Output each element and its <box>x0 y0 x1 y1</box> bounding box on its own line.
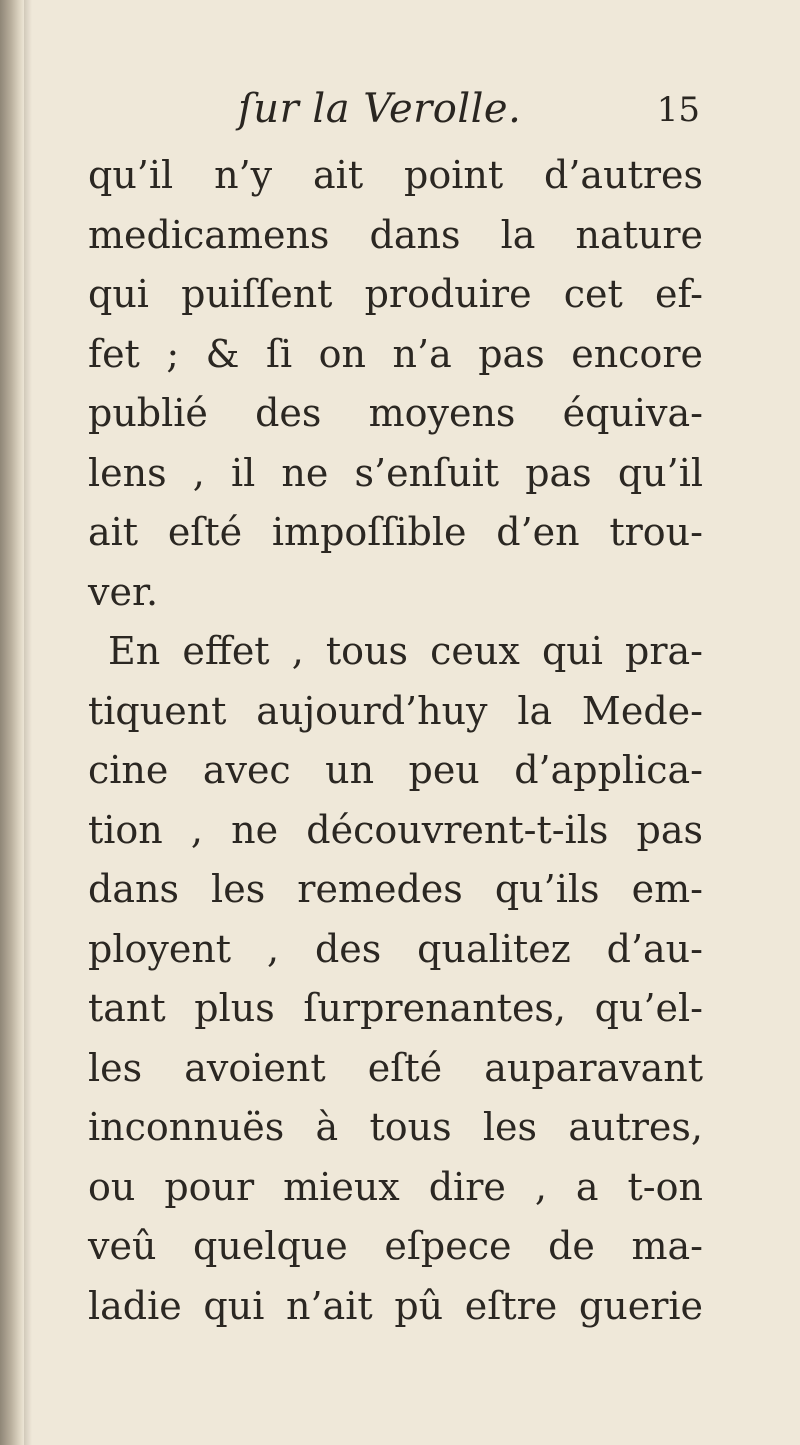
text-line: veû quelque eſpece de ma- <box>88 1224 703 1268</box>
text-line: dans les remedes qu’ils em- <box>88 867 703 911</box>
text-line: ait eſté impoſſible d’en trou- <box>88 510 703 554</box>
text-line: ployent , des qualitez d’au- <box>88 926 703 971</box>
text-line: publié des moyens équiva- <box>88 391 703 435</box>
text-line: tion , ne découvrent-t-ils pas <box>88 807 703 852</box>
body-text <box>88 146 703 1336</box>
page-header <box>90 86 700 142</box>
text-line: ver. <box>88 569 159 614</box>
text-line: inconnuës à tous les autres, <box>88 1105 703 1149</box>
text-line: fet ; & ſi on n’a pas encore <box>88 331 703 376</box>
text-line: qui puiſſent produire cet ef- <box>88 272 703 316</box>
text-line: ou pour mieux dire , a t-on <box>88 1164 703 1209</box>
text-line: cine avec un peu d’applica- <box>88 748 703 792</box>
text-line: tiquent aujourd’huy la Mede- <box>88 688 703 733</box>
running-head: ſur la Verolle. <box>238 86 522 132</box>
text-line: lens , il ne s’enſuit pas qu’il <box>88 450 703 495</box>
text-line: medicamens dans la nature <box>88 212 703 257</box>
text-line: ladie qui n’ait pû eſtre guerie <box>88 1283 703 1328</box>
text-line: qu’il n’y ait point d’autres <box>88 153 703 197</box>
text-line: tant plus ſurprenantes, qu’el- <box>88 986 703 1030</box>
page-number: 15 <box>656 90 700 130</box>
text-line: En effet , tous ceux qui pra- <box>108 629 703 673</box>
book-gutter <box>0 0 24 1445</box>
text-line: les avoient eſté auparavant <box>88 1045 703 1090</box>
gutter-shadow <box>24 0 32 1445</box>
